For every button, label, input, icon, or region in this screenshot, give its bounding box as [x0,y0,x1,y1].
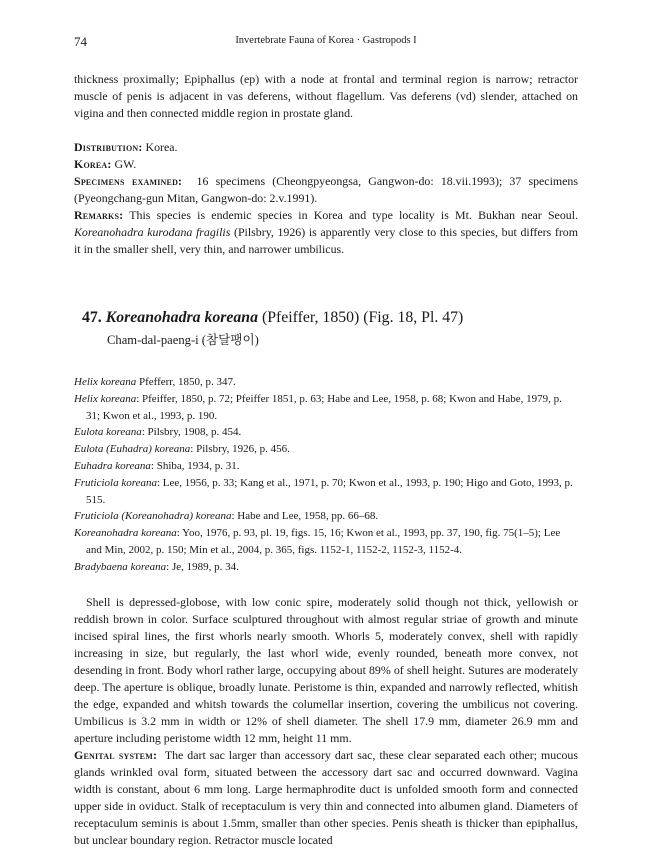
specimens-text: 16 specimens (Cheongpyeongsa, Gangwon-do: 18.vii.1993); 37 specimens (Pyeongchang-gun Mitan, Gangwon-do: 2.v.1991). [74,174,578,205]
species-number: 47. [82,309,102,326]
remarks-label: Remarks [74,208,120,222]
species-author: (Pfeiffer, 1850) (Fig. 18, Pl. 47) [261,309,464,326]
distribution-line: Distribution: Korea. [74,140,178,154]
specimens-label: Specimens examined [74,174,179,188]
synonymy-entry: Bradybaena koreana: Je, 1989, p. 34. [74,560,239,573]
page-body [74,71,578,849]
species-heading [82,308,578,328]
page-number: 74 [74,34,87,49]
remarks-text: This species is endemic species in Korea and type locality is Mt. Bukhan near Seoul. [129,208,578,222]
remarks-comparison-text: (Pilsbry, 1926) is apparently very close to this species, but differs from it in the smaller shell, very thin, and narrower umbilicus. [74,225,578,256]
synonymy-entry: Helix koreana Pfefferr, 1850, p. 347. [74,376,236,388]
distribution-label: Distribution [74,140,139,154]
distribution-text: Korea. [145,140,178,154]
korea-line: Korea: GW. [74,157,137,171]
shell-description: Shell is depressed-globose, with low conic spire, moderately solid though not thick, yellowish or reddish brown in color. Surface sculptured throughout with almost regular striae of growth and minute incised spiral lines, the first whorls nearly smooth. Whorls 5, moderately convex, shell with rapidly increasing in size, but regularly, the last whorl wide, evenly rounded, beneath more convex, not desending in front. Body whorl rather large, occupying about 89% of shell height. Sutures are moderately deep. The aperture is oblique, broadly lunate. Peristome is thin, expanded and narrowly reflected, whitish the edge, expanded and whitsh towards the columellar insertion, covering the umbilicus not covering. Umbilicus is 3.2 mm in width or 12% of shell diameter. The shell 17.9 mm, diameter 26.9 mm and aperture including peristome width 12 mm, height 11 mm. [74,594,578,745]
synonymy-entry: Eulota (Euhadra) koreana: Pilsbry, 1926, p. 456. [74,443,290,456]
synonymy-entry: Fruticiola (Koreanohadra) koreana: Habe and Lee, 1958, pp. 66–68. [74,510,379,523]
species-name: Koreanohadra koreana [105,309,258,326]
synonymy-entry: Koreanohadra koreana: Yoo, 1976, p. 93, pl. 19, figs. 15, 16; Kwon et al., 1993, pp. 37, 190, fig. 75(1–5); Lee and Min, 2002, p. 150; Min et al., 2004, p. 365, figs. 1152-1, 1152-2, 1152-3, 1152-4. [74,527,561,556]
synonymy-entry: Fruticiola koreana: Lee, 1956, p. 33; Kang et al., 1971, p. 70; Kwon et al., 1993, p. 190; Higo and Goto, 1993, p. 515. [74,476,573,506]
genital-text: The dart sac larger than accessory dart sac, these clear separated each other; mucous glands wrinkled oval form, situated between the accessory dart sac and occurred downward. Vagina width is constant, about 6 mm long. Large hermaphrodite duct is unfolded smooth form and connected upper side in oviduct. Stalk of receptaculum is very thin and connected into albumen gland. Diameters of receptaculum seminis is about 1.5mm, smaller than other species. Penis sheath is thicker than epiphallus, but unclear boundary region. Retractor muscle located [74,747,578,847]
synonymy-entry: Euhadra koreana: Shiba, 1934, p. 31. [74,459,240,472]
species-vernacular-name: Cham-dal-paeng-i (참달팽이) [107,333,259,347]
intro-paragraph: thickness proximally; Epiphallus (ep) with a node at frontal and terminal region is narrow; retractor muscle of penis is adjacent in vas deferens, without flagellum. Vas deferens (vd) slender, attached on vigina and then connected middle region in prostate gland. [74,72,578,120]
running-title: Invertebrate Fauna of Korea · Gastropods I [235,35,417,46]
genital-system-paragraph: Genital system: The dart sac larger than accessory dart sac, these clear separated each other; mucous glands wrinkled oval form, situated between the accessory dart sac and occurred downward. Vagina width is constant, about 6 mm long. Large hermaphrodite duct is unfolded smooth form and connected upper side in oviduct. Stalk of receptaculum is very thin and connected into albumen gland. Diameters of receptaculum seminis is about 1.5mm, smaller than other species. Penis sheath is thicker than epiphallus, but unclear boundary region. Retractor muscle located [74,747,578,847]
remarks-comparison-name: Koreanohadra kurodana fragilis [74,225,231,239]
specimens-line: Specimens examined: 16 specimens (Cheongpyeongsa, Gangwon-do: 18.vii.1993); 37 specimens (Pyeongchang-gun Mitan, Gangwon-do: 2.v.1991). [74,174,578,205]
synonymy-list [74,374,578,576]
korea-label: Korea [74,157,108,171]
page-header [74,34,578,52]
genital-label: Genital system [74,747,153,762]
korea-text: GW. [114,157,137,171]
synonymy-entry: Eulota koreana: Pilsbry, 1908, p. 454. [74,426,242,439]
remarks-line: Remarks: This species is endemic species in Korea and type locality is Mt. Bukhan near Seoul. Koreanohadra kurodana fragilis (Pilsbry, 1926) is apparently very close to this species, but differs from it in the smaller shell, very thin, and narrower umbilicus. [74,208,578,256]
synonymy-entry: Helix koreana: Pfeiffer, 1850, p. 72; Pfeiffer 1851, p. 63; Habe and Lee, 1958, p. 68; Kwon and Habe, 1979, p. 31; Kwon et al., 1993, p. 190. [74,392,562,422]
species-description [74,594,578,849]
